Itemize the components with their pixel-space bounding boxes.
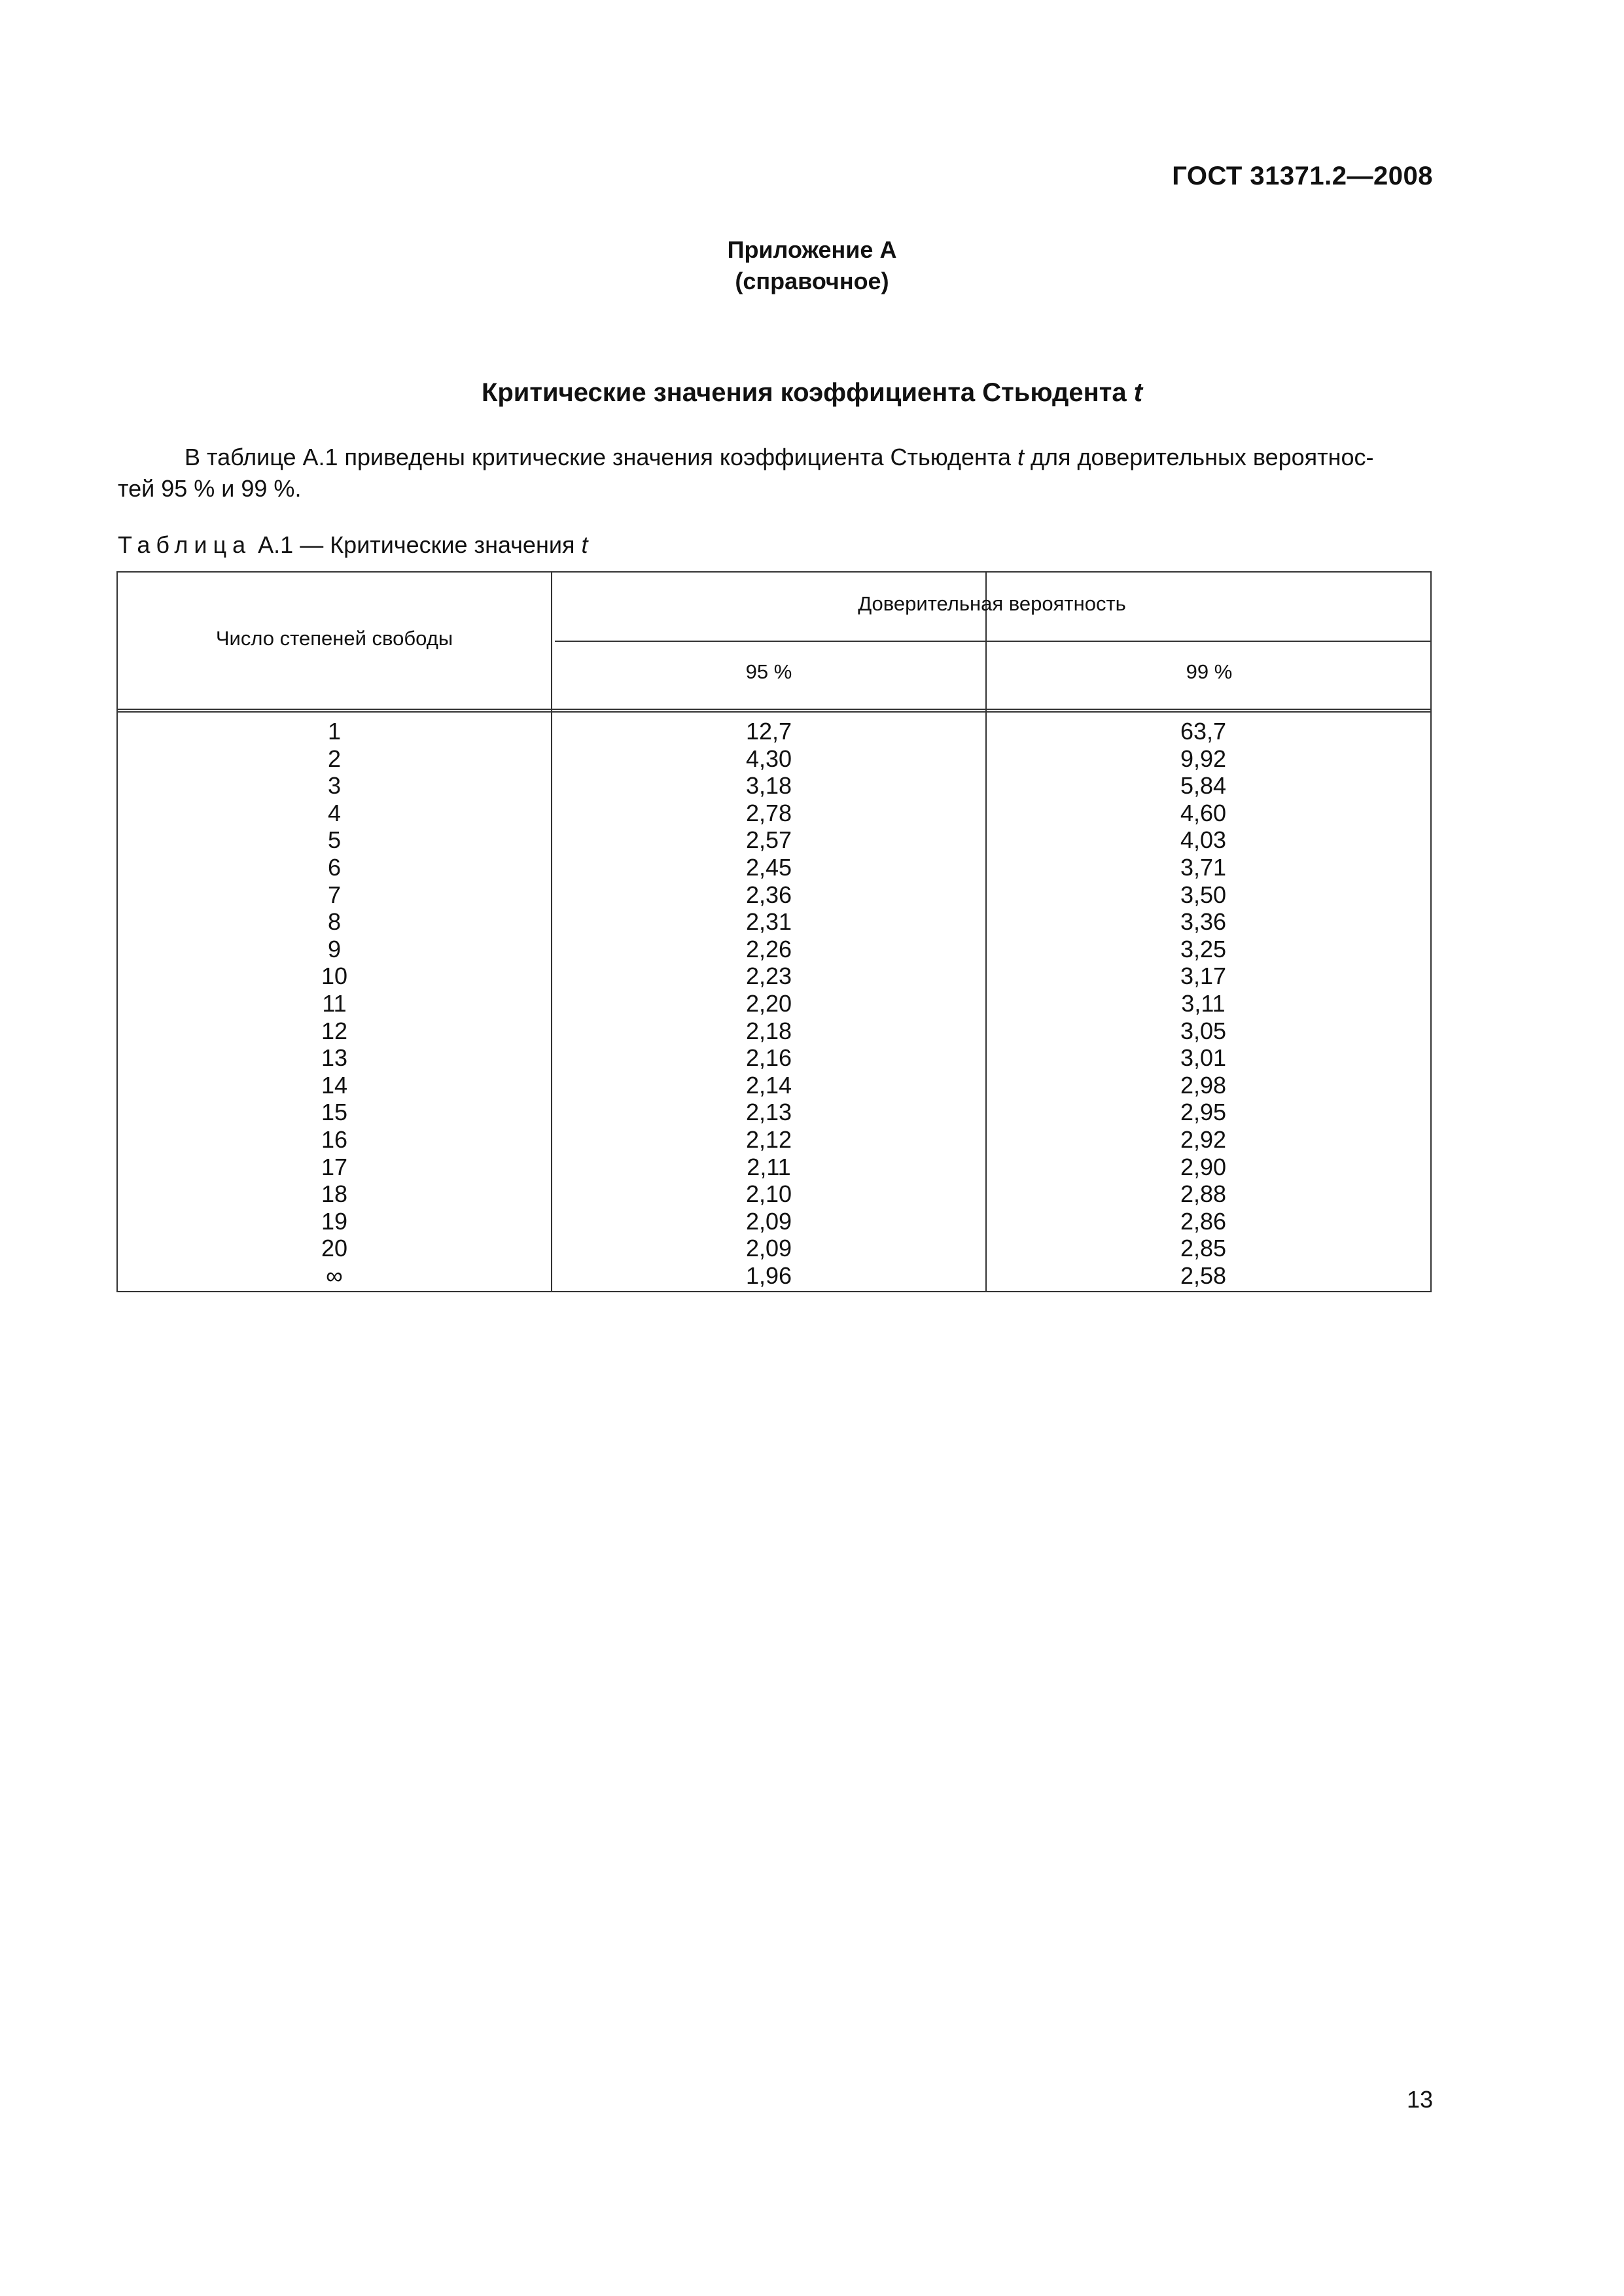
table-cell-p99: 2,95 — [1180, 1099, 1227, 1126]
table-cell-p99: 3,36 — [1180, 908, 1227, 936]
intro-text-2: для доверительных вероятнос- — [1024, 444, 1374, 470]
table-cell-p99: 2,90 — [1180, 1153, 1227, 1180]
table-cell-p99: 3,17 — [1180, 963, 1227, 990]
section-title-symbol: t — [1133, 378, 1143, 407]
table-cell-p99: 3,25 — [1180, 935, 1227, 963]
intro-line-1 — [118, 442, 1433, 473]
table-cell-df: 1 — [327, 718, 342, 745]
intro-line-2: тей 95 % и 99 %. — [118, 475, 302, 502]
table-cell-p99: 3,71 — [1180, 853, 1227, 881]
table-cell-df: 18 — [321, 1180, 348, 1208]
annex-type: (справочное) — [735, 268, 889, 294]
table-cell-p95: 4,30 — [745, 745, 792, 772]
table-cell-p99: 2,58 — [1180, 1262, 1227, 1289]
table-cell-p95: 2,16 — [745, 1044, 792, 1072]
table-cell-p95: 2,45 — [745, 853, 792, 881]
table-cell-p95: 2,36 — [745, 881, 792, 908]
table-cell-df: 3 — [327, 772, 342, 800]
header-confidence-probability: Доверительная вероятность — [858, 592, 1126, 615]
table-cell-p99: 2,86 — [1180, 1207, 1227, 1235]
table-cell-p95: 2,13 — [745, 1099, 792, 1126]
table-cell-df: 19 — [321, 1207, 348, 1235]
table-cell-p99: 9,92 — [1180, 745, 1227, 772]
header-95-percent: 95 % — [745, 660, 792, 683]
table-cell-p99: 4,60 — [1180, 799, 1227, 826]
table-cell-df: 17 — [321, 1153, 348, 1180]
table-cell-df: 5 — [327, 826, 342, 854]
header-group-divider — [555, 641, 1430, 642]
table-cell-df: 9 — [327, 935, 342, 963]
table-cell-df: 20 — [321, 1235, 348, 1262]
table-cell-p99: 5,84 — [1180, 772, 1227, 800]
table-cell-p95: 2,78 — [745, 799, 792, 826]
header-degrees-of-freedom: Число степеней свободы — [215, 627, 453, 650]
table-cell-p99: 2,85 — [1180, 1235, 1227, 1262]
table-cell-df: ∞ — [326, 1262, 343, 1289]
table-cell-p95: 2,20 — [745, 989, 792, 1017]
table-cell-p99: 2,98 — [1180, 1071, 1227, 1099]
section-title-text: Критические значения коэффициента Стьюдента — [481, 378, 1134, 407]
table-cell-p99: 3,50 — [1180, 881, 1227, 908]
table-cell-p99: 4,03 — [1180, 826, 1227, 854]
table-cell-p95: 2,26 — [745, 935, 792, 963]
table-cell-p99: 3,05 — [1180, 1017, 1227, 1044]
table-cell-p95: 2,09 — [745, 1235, 792, 1262]
table-caption-label: Таблица — [118, 531, 252, 558]
intro-paragraph — [118, 442, 1433, 504]
table-cell-df: 11 — [322, 989, 347, 1017]
table-cell-p99: 63,7 — [1180, 718, 1227, 745]
table-cell-p99: 3,11 — [1181, 989, 1226, 1017]
table-cell-p99: 3,01 — [1180, 1044, 1227, 1072]
header-99-percent: 99 % — [1186, 660, 1233, 683]
table-cell-df: 13 — [321, 1044, 348, 1072]
annex-label: Приложение А — [727, 236, 897, 263]
section-title — [0, 378, 1624, 408]
table-cell-p95: 2,09 — [745, 1207, 792, 1235]
table-cell-p95: 3,18 — [745, 772, 792, 800]
table-cell-p95: 2,11 — [747, 1153, 791, 1180]
table-cell-p95: 12,7 — [745, 718, 792, 745]
table-cell-df: 8 — [327, 908, 342, 936]
table-cell-df: 12 — [321, 1017, 348, 1044]
page-number: 13 — [1406, 2086, 1433, 2113]
table-cell-df: 2 — [327, 745, 342, 772]
column-95-percent — [552, 718, 985, 1289]
table-cell-p95: 1,96 — [745, 1262, 792, 1289]
table-caption-symbol: t — [581, 531, 588, 558]
column-99-percent — [987, 718, 1420, 1289]
column-degrees-of-freedom — [118, 718, 551, 1289]
table-cell-p95: 2,57 — [745, 826, 792, 854]
table-cell-df: 6 — [327, 853, 342, 881]
intro-symbol: t — [1017, 444, 1025, 470]
table-caption — [118, 531, 588, 559]
table-cell-p95: 2,14 — [745, 1071, 792, 1099]
table-cell-df: 7 — [327, 881, 342, 908]
table-cell-df: 10 — [321, 963, 348, 990]
table-cell-df: 15 — [321, 1099, 348, 1126]
annex-heading — [0, 234, 1624, 297]
table-caption-text: А.1 — Критические значения — [251, 531, 582, 558]
table-cell-p95: 2,23 — [745, 963, 792, 990]
table-cell-p95: 2,12 — [745, 1125, 792, 1153]
header-body-separator — [118, 709, 1430, 713]
table-cell-df: 4 — [327, 799, 342, 826]
table-cell-p99: 2,92 — [1180, 1125, 1227, 1153]
critical-values-table — [116, 571, 1432, 1292]
table-cell-p99: 2,88 — [1180, 1180, 1227, 1208]
table-cell-p95: 2,31 — [745, 908, 792, 936]
table-cell-p95: 2,18 — [745, 1017, 792, 1044]
table-cell-p95: 2,10 — [745, 1180, 792, 1208]
table-cell-df: 16 — [321, 1125, 348, 1153]
table-cell-df: 14 — [321, 1071, 348, 1099]
document-code: ГОСТ 31371.2—2008 — [1172, 162, 1433, 190]
intro-text-1: В таблице А.1 приведены критические значения коэффициента Стьюдента — [185, 444, 1017, 470]
